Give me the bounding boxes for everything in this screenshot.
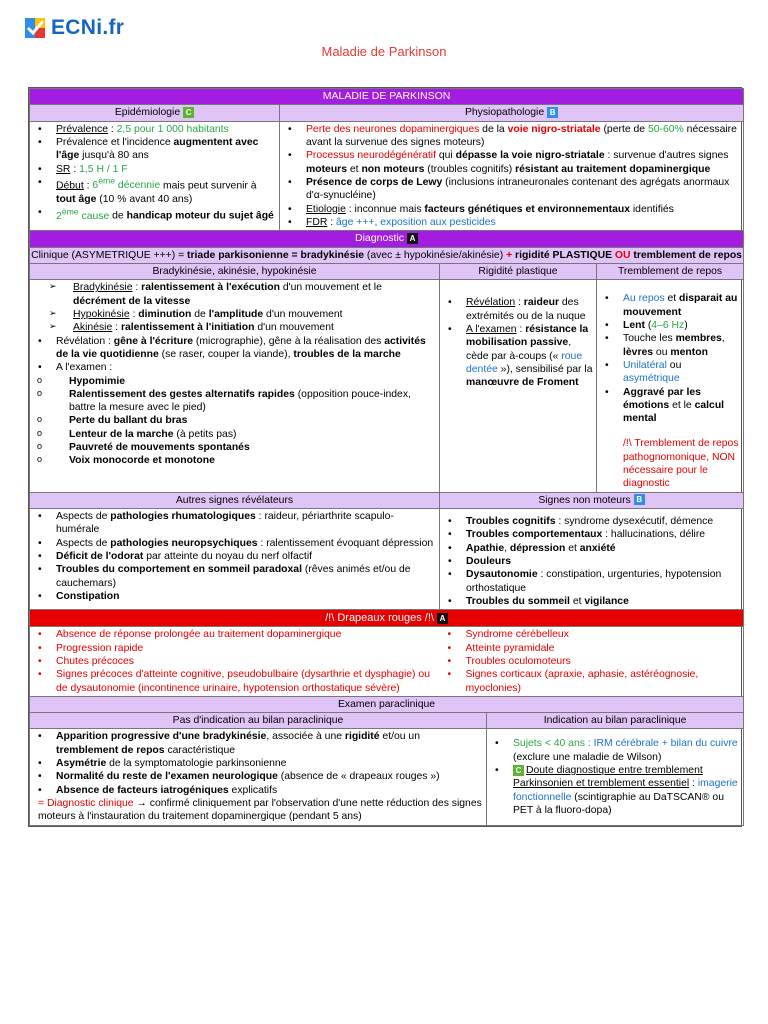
- drapeaux-rouges-header: /!\ Drapeaux rouges /!\ A: [30, 610, 744, 627]
- list-item: • Début : 6ème décennie mais peut survenir à tout âge (10 % avant 40 ans): [33, 176, 276, 206]
- list-item: o Voix monocorde et monotone: [33, 454, 436, 467]
- summary-sheet: [28, 87, 742, 827]
- rank-c-badge: C: [513, 765, 524, 776]
- drapeaux-right-cell: [440, 627, 744, 697]
- list-item: • SR : 1,5 H / 1 F: [33, 163, 276, 176]
- list-item: • Au repos et disparait au mouvement: [600, 292, 740, 319]
- rank-c-badge: C: [183, 107, 194, 118]
- list-item: • Lent (4–6 Hz): [600, 319, 740, 332]
- ecni-logo-icon: [23, 16, 47, 40]
- rigidite-cell: [440, 280, 597, 492]
- list-item: • Troubles cognitifs : syndrome dysexécutif, démence: [443, 515, 740, 528]
- list-item: • Etiologie : inconnue mais facteurs génétiques et environnementaux identifiés: [283, 203, 740, 216]
- list-item: o Lenteur de la marche (à petits pas): [33, 428, 436, 441]
- list-item: ➢ Bradykinésie : ralentissement à l'exécution d'un mouvement et le décrément de la vitesse: [33, 281, 436, 308]
- diagnostic-conclusion: = Diagnostic clinique → confirmé cliniquement par l'observation d'une nette réduction des signes moteurs à l'instauration du traitement dopaminergique (pendant 5 ans): [38, 798, 482, 823]
- list-item: • Apathie, dépression et anxiété: [443, 542, 740, 555]
- paraclinique-header: Examen paraclinique: [30, 696, 744, 712]
- list-item: • Prévalence : 2,5 pour 1 000 habitants: [33, 123, 276, 136]
- list-item: ➢ Hypokinésie : diminution de l'amplitude d'un mouvement: [33, 308, 436, 321]
- list-item: • Atteinte pyramidale: [443, 642, 741, 655]
- list-item: • Déficit de l'odorat par atteinte du noyau du nerf olfactif: [33, 550, 436, 563]
- list-item: • Révélation : gêne à l'écriture (micrographie), gêne à la réalisation des activités de la vie quotidienne (se raser, couper la viande), troubles de la marche: [33, 335, 436, 362]
- list-item: • Dysautonomie : constipation, urgenturies, hypotension orthostatique: [443, 568, 740, 595]
- tremblement-note: /!\ Tremblement de repos pathognomonique, NON nécessaire pour le diagnostic: [623, 438, 739, 490]
- arrow-right-icon: →: [136, 798, 147, 810]
- list-item: • Signes corticaux (apraxie, aphasie, astéréognosie, myoclonies): [443, 668, 741, 695]
- indication-header: Indication au bilan paraclinique: [487, 713, 744, 729]
- page-title: Maladie de Parkinson: [321, 44, 447, 59]
- bradykinesie-header: Bradykinésie, akinésie, hypokinésie: [30, 264, 440, 280]
- epidemiologie-header: Epidémiologie C: [30, 105, 280, 121]
- list-item: • Présence de corps de Lewy (inclusions intraneuronales contenant des agrégats anormaux d'α-synucléine): [283, 176, 740, 203]
- list-item: • Chutes précoces: [33, 655, 437, 668]
- list-item: • Apparition progressive d'une bradykinésie, associée à une rigidité et/ou un tremblement de repos caractéristique: [33, 730, 483, 757]
- list-item: o Perte du ballant du bras: [33, 414, 436, 427]
- list-item: • Processus neurodégénératif qui dépasse la voie nigro-striatale : survenue d'autres signes moteurs et non moteurs (troubles cognitifs) résistant au traitement dopaminergique: [283, 149, 740, 176]
- list-item: • Aggravé par les émotions et le calcul mental: [600, 386, 740, 426]
- list-item: • FDR : âge +++, exposition aux pesticides: [283, 216, 740, 229]
- epidemiologie-cell: [30, 121, 280, 231]
- autres-signes-header: Autres signes révélateurs: [30, 492, 440, 508]
- list-item: • Touche les membres, lèvres ou menton: [600, 332, 740, 359]
- list-item: • Asymétrie de la symptomatologie parkinsonienne: [33, 757, 483, 770]
- list-item: • Perte des neurones dopaminergiques de la voie nigro-striatale (perte de 50-60% nécessaire avant la survenue des signes moteurs): [283, 123, 740, 150]
- list-item: • A l'examen :: [33, 361, 436, 374]
- list-item: • Troubles du comportement en sommeil paradoxal (rêves animés et/ou de cauchemars): [33, 563, 436, 590]
- tremblement-cell: [597, 280, 744, 492]
- list-item: • Prévalence et l'incidence augmentent avec l'âge jusqu'à 80 ans: [33, 136, 276, 163]
- drapeaux-left-cell: [30, 627, 440, 697]
- diagnostic-header: Diagnostic A: [30, 231, 744, 247]
- list-item: • Troubles du sommeil et vigilance: [443, 595, 740, 608]
- indication-cell: [487, 729, 744, 825]
- list-item: • Révélation : raideur des extrémités ou de la nuque: [443, 296, 593, 323]
- list-item: • A l'examen : résistance la mobilisation passive, cède par à-coups (« roue dentée »), sensibilisé par la manœuvre de Froment: [443, 323, 593, 390]
- banner: MALADIE DE PARKINSON: [30, 89, 744, 105]
- tremblement-header: Tremblement de repos: [597, 264, 744, 280]
- list-item: • Absence de facteurs iatrogéniques explicatifs: [33, 784, 483, 797]
- rank-b-badge: B: [547, 107, 558, 118]
- list-item: • Troubles oculomoteurs: [443, 655, 741, 668]
- list-item: • Aspects de pathologies rhumatologiques : raideur, périarthrite scapulo-humérale: [33, 510, 436, 537]
- clinique-row: Clinique (ASYMETRIQUE +++) = triade parkisonienne = bradykinésie (avec ± hypokinésie/akinésie) + rigidité PLASTIQUE OU tremblement de repos: [30, 247, 744, 263]
- list-item: • Normalité du reste de l'examen neurologique (absence de « drapeaux rouges »): [33, 770, 483, 783]
- list-item: • 2ème cause de handicap moteur du sujet âgé: [33, 206, 276, 223]
- logo: [23, 14, 124, 42]
- list-item: o Ralentissement des gestes alternatifs rapides (opposition pouce-index, battre la mesure avec le pied): [33, 388, 436, 415]
- pas-indication-header: Pas d'indication au bilan paraclinique: [30, 713, 487, 729]
- list-item: • Douleurs: [443, 555, 740, 568]
- list-item: ➢ Akinésie : ralentissement à l'initiation d'un mouvement: [33, 321, 436, 334]
- autres-signes-cell: [30, 509, 440, 610]
- list-item: o Hypomimie: [33, 375, 436, 388]
- list-item: • Unilatéral ou asymétrique: [600, 359, 740, 386]
- rigidite-header: Rigidité plastique: [440, 264, 597, 280]
- list-item: o Pauvreté de mouvements spontanés: [33, 441, 436, 454]
- physiopathologie-header: Physiopathologie B: [280, 105, 744, 121]
- non-moteurs-cell: [440, 509, 744, 610]
- list-item: • Syndrome cérébelleux: [443, 628, 741, 641]
- rank-a-badge: A: [407, 233, 418, 244]
- logo-text: ECNi.fr: [51, 15, 125, 39]
- list-item: • Troubles comportementaux : hallucinations, délire: [443, 528, 740, 541]
- list-item: • C Doute diagnostique entre tremblement Parkinsonien et tremblement essentiel : imagerie fonctionnelle (scintigraphie au DaTSCAN® ou PET à la fluoro-dopa): [490, 764, 740, 817]
- bradykinesie-cell: [30, 280, 440, 492]
- list-item: • Signes précoces d'atteinte cognitive, pseudobulbaire (dysarthrie et dysphagie) ou de dysautonomie (incontinence urinaire, hypotension orthostatique sévère): [33, 668, 437, 695]
- pas-indication-cell: [30, 729, 487, 825]
- rank-a-badge: A: [437, 613, 448, 624]
- list-item: • Aspects de pathologies neuropsychiques : ralentissement évoquant dépression: [33, 537, 436, 550]
- list-item: • Constipation: [33, 590, 436, 603]
- rank-b-badge: B: [634, 494, 645, 505]
- list-item: • Progression rapide: [33, 642, 437, 655]
- list-item: • Sujets < 40 ans : IRM cérébrale + bilan du cuivre (exclure une maladie de Wilson): [490, 737, 740, 764]
- non-moteurs-header: Signes non moteurs B: [440, 492, 744, 508]
- physiopathologie-cell: [280, 121, 744, 231]
- list-item: • Absence de réponse prolongée au traitement dopaminergique: [33, 628, 437, 641]
